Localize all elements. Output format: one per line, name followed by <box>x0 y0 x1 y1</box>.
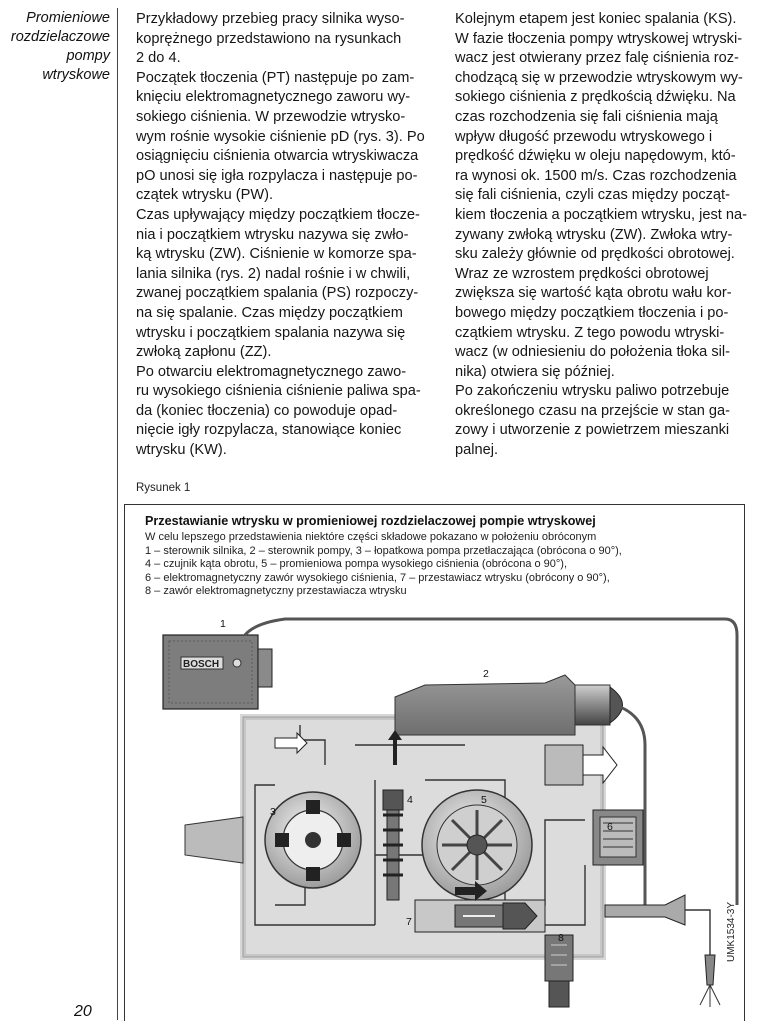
text-line: lania silnika (rys. 2) nadal rośnie i w chwili, <box>136 265 411 282</box>
text-line: czątkiem wtrysku. Z tego powodu wtryski- <box>455 324 725 341</box>
text-line: się fali ciśnienia, czyli czas między począt- <box>455 187 730 204</box>
text-line: sokiego ciśnienia. W przewodzie wtrysko- <box>136 108 406 125</box>
text-line: sokiego ciśnienia z prędkością dźwięku. Na <box>455 89 736 106</box>
text-line: osiągnięciu ciśnienia otwarcia wtryskiwacza <box>136 148 419 165</box>
text-line: prędkość dźwięku w oleju napędowym, któ- <box>455 148 736 165</box>
text-line: 2 do 4. <box>136 50 181 67</box>
sidebar-title-line: Promieniowe <box>26 10 110 26</box>
vane-supply-pump <box>265 792 361 888</box>
text-line: Czas upływający między początkiem tłocze- <box>136 206 420 223</box>
label-5: 5 <box>481 794 487 806</box>
label-3: 3 <box>270 806 276 818</box>
injector-nozzle <box>605 895 720 1007</box>
pump-controller-connector <box>575 685 610 725</box>
text-line: nięcie igły rozpylacza, stanowiące koniec <box>136 422 402 439</box>
label-7: 7 <box>406 916 412 928</box>
drive-shaft <box>185 817 243 863</box>
figure-desc-line: 6 – elektromagnetyczny zawór wysokiego ciśnienia, 7 – przestawiacz wtrysku (obrócony o 90°), <box>145 571 610 584</box>
label-4: 4 <box>407 794 413 806</box>
label-1: 1 <box>220 618 226 630</box>
text-line: Po zakończeniu wtrysku paliwo potrzebuje <box>455 383 730 400</box>
text-column-left <box>136 10 434 461</box>
sidebar-title-line: rozdzielaczowe <box>10 29 110 45</box>
text-line: zowy i utworzenie z powietrzem mieszanki <box>455 422 730 439</box>
figure-description <box>145 531 735 599</box>
text-line: Przykładowy przebieg pracy silnika wyso- <box>136 11 405 27</box>
text-line: ra wynosi ok. 1500 m/s. Czas rozchodzenia <box>455 167 737 184</box>
text-line: W fazie tłoczenia pompy wtryskowej wtryski- <box>455 30 743 47</box>
text-line: bowego między początkiem tłoczenia i po- <box>455 304 729 321</box>
sidebar-title-line: pompy <box>66 48 110 64</box>
text-line: ru wysokiego ciśnienia ciśnienie paliwa spa- <box>136 383 421 400</box>
figure-title: Przestawianie wtrysku w promieniowej rozdzielaczowej pompie wtryskowej <box>145 514 596 528</box>
text-line: zwłoką zapłonu (ZZ). <box>136 344 272 361</box>
text-line: zwiększa się wartość kąta obrotu wału kor- <box>455 285 732 302</box>
text-column-right <box>455 10 750 461</box>
text-line: czas rozchodzenia się fali ciśnienia mają <box>455 108 718 125</box>
text-line: Kolejnym etapem jest koniec spalania (KS). <box>455 11 737 27</box>
text-line: kiem tłoczenia a początkiem wtrysku, jest na- <box>455 206 747 223</box>
text-line: określonego czasu na przejście w stan ga- <box>455 402 730 419</box>
text-line: knięciu elektromagnetycznego zaworu wy- <box>136 89 411 106</box>
timing-solenoid-valve <box>545 935 573 1007</box>
text-line: wpływ długość przewodu wtryskowego i <box>455 128 713 145</box>
text-line: ką wtrysku (ZW). Ciśnienie w komorze spa- <box>136 246 417 263</box>
figure-box <box>124 504 745 1021</box>
text-line: sku zależy głównie od prędkości obrotowej. <box>455 246 735 263</box>
controller-cable <box>615 705 645 905</box>
text-line: wtrysku (KW). <box>136 442 227 459</box>
figure-desc-line: W celu lepszego przedstawienia niektóre części składowe pokazano w położeniu obróconym <box>145 531 597 543</box>
text-line: Początek tłoczenia (PT) następuje po zam- <box>136 69 415 86</box>
figure-desc-line: 8 – zawór elektromagnetyczny przestawiacza wtrysku <box>145 585 407 598</box>
label-2: 2 <box>483 668 489 680</box>
text-line: czątek wtrysku (PW). <box>136 187 274 204</box>
text-line: Po otwarciu elektromagnetycznego zawo- <box>136 363 407 380</box>
margin-divider <box>117 8 118 1020</box>
text-line: da (koniec tłoczenia) co powoduje opad- <box>136 402 398 419</box>
figure-desc-line: 4 – czujnik kąta obrotu, 5 – promieniowa pompa wysokiego ciśnienia (obrócona o 90°), <box>145 558 568 571</box>
text-line: zywany zwłoką wtrysku (ZW). Zwłoka wtry- <box>455 226 733 243</box>
injection-pump-diagram <box>125 605 744 1021</box>
bosch-logo-text: BOSCH <box>183 659 220 670</box>
text-line: wtrysku i początkiem spalania nazywa się <box>136 324 406 341</box>
text-line: wacz (w odniesieniu do położenia tłoka sil- <box>455 344 730 361</box>
text-line: palnej. <box>455 442 499 459</box>
text-line: zwanej początkiem spalania (PS) rozpoczy- <box>136 285 419 302</box>
sidebar-title-line: wtryskowe <box>42 67 110 83</box>
text-line: nia i początkiem wtrysku nazywa się zwło- <box>136 226 409 243</box>
text-line: nika) otwiera się później. <box>455 363 615 380</box>
text-line: Wraz ze wzrostem prędkości obrotowej <box>455 265 709 282</box>
solenoid-valve-top <box>545 745 617 785</box>
text-line: chodzącą się w przewodzie wtryskowym wy- <box>455 69 743 86</box>
figure-desc-line: 1 – sterownik silnika, 2 – sterownik pompy, 3 – łopatkowa pompa przetłaczająca (obrócona o 90°), <box>145 544 622 557</box>
section-sidebar-title <box>0 9 110 85</box>
label-6: 6 <box>607 821 613 833</box>
high-pressure-solenoid-valve <box>593 810 643 865</box>
figure-caption: Rysunek 1 <box>136 482 191 494</box>
label-8: 8 <box>558 932 564 944</box>
page-number: 20 <box>74 1003 92 1020</box>
text-line: na się spalanie. Czas między początkiem <box>136 304 403 321</box>
text-line: wacz jest otwierany przez falę ciśnienia roz- <box>455 50 739 67</box>
text-line: koprężnego przedstawiono na rysunkach <box>136 30 402 47</box>
text-line: pO unosi się igła rozpylacza i następuje po- <box>136 167 418 184</box>
figure-code: UMK1534-3Y <box>726 901 737 962</box>
text-line: wym rośnie wysokie ciśnienie pD (rys. 3). Po <box>136 128 425 145</box>
engine-control-unit <box>163 635 272 709</box>
pump-controller <box>395 675 575 735</box>
